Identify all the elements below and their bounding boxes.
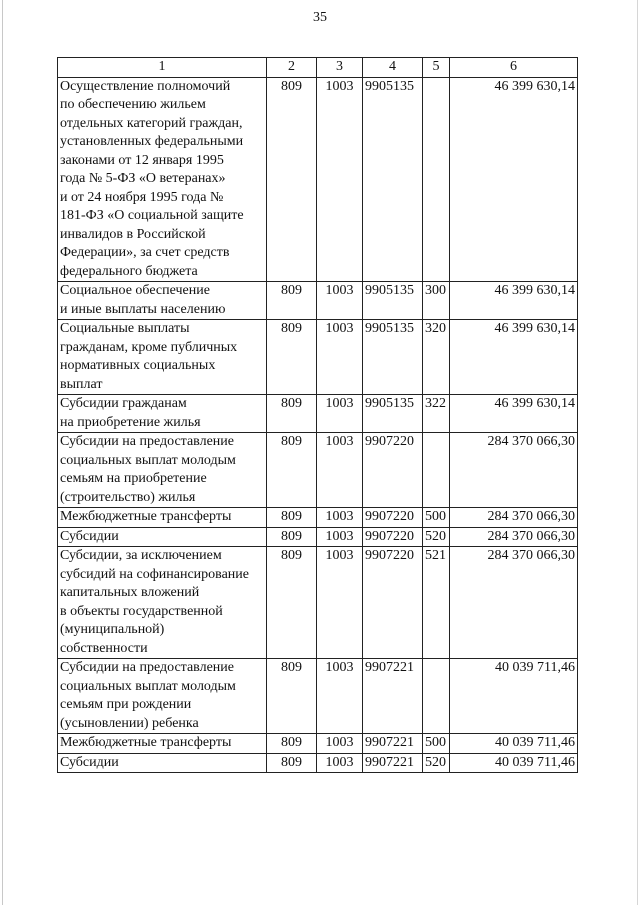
- row-name-line: нормативных социальных: [60, 358, 216, 373]
- row-name-line: и иные выплаты населению: [60, 301, 226, 317]
- row-name-line: социальных выплат молодым: [60, 452, 236, 468]
- header-cell: 6: [450, 58, 578, 78]
- amount-cell: 284 370 066,30: [450, 527, 578, 547]
- code-2-cell: 809: [267, 508, 317, 528]
- row-name-line: гражданам, кроме публичных: [60, 339, 238, 355]
- row-name-line: Межбюджетные трансферты: [60, 509, 232, 524]
- row-name-cell: [58, 282, 267, 320]
- code-3-cell: 1003: [317, 282, 363, 320]
- code-5-cell: 320: [423, 320, 450, 395]
- row-name-line: в объекты государственной: [60, 603, 223, 619]
- row-name-cell: [58, 659, 267, 734]
- code-2-cell: 809: [267, 734, 317, 754]
- code-5-cell: 500: [423, 734, 450, 754]
- amount-cell: 284 370 066,30: [450, 547, 578, 659]
- amount-cell: 40 039 711,46: [450, 753, 578, 773]
- code-3-cell: 1003: [317, 508, 363, 528]
- code-5-cell: 521: [423, 547, 450, 659]
- row-name-line: Осуществление полномочий: [60, 78, 231, 94]
- scan-left-edge: [2, 0, 3, 905]
- row-name-cell: [58, 395, 267, 433]
- table-row: [58, 395, 578, 433]
- row-name-line: Субсидии: [60, 528, 119, 544]
- row-name-line: выплат: [60, 376, 103, 392]
- row-name-line: законами от 12 января 1995: [60, 152, 224, 168]
- budget-table: [57, 57, 578, 773]
- header-cell: 5: [423, 58, 450, 78]
- code-3-cell: 1003: [317, 433, 363, 508]
- amount-cell: 46 399 630,14: [450, 320, 578, 395]
- code-4-cell: 9907220: [363, 547, 423, 659]
- code-3-cell: 1003: [317, 753, 363, 773]
- code-3-cell: 1003: [317, 547, 363, 659]
- table-row: [58, 77, 578, 282]
- code-4-cell: 9907221: [363, 734, 423, 754]
- header-cell: 3: [317, 58, 363, 78]
- row-name-line: семьям при рождении: [60, 697, 192, 712]
- code-3-cell: 1003: [317, 77, 363, 282]
- code-5-cell: 520: [423, 527, 450, 547]
- code-5-cell: [423, 77, 450, 282]
- code-2-cell: 809: [267, 77, 317, 282]
- row-name-line: 181-ФЗ «О социальной защите: [60, 208, 244, 223]
- code-2-cell: 809: [267, 527, 317, 547]
- row-name-line: собственности: [60, 640, 148, 656]
- amount-cell: 40 039 711,46: [450, 734, 578, 754]
- code-3-cell: 1003: [317, 734, 363, 754]
- code-5-cell: 300: [423, 282, 450, 320]
- code-4-cell: 9905135: [363, 320, 423, 395]
- amount-cell: 284 370 066,30: [450, 508, 578, 528]
- table-row: [58, 734, 578, 754]
- table-row: [58, 527, 578, 547]
- code-4-cell: 9905135: [363, 395, 423, 433]
- row-name-cell: [58, 433, 267, 508]
- row-name-cell: [58, 320, 267, 395]
- code-2-cell: 809: [267, 433, 317, 508]
- code-4-cell: 9905135: [363, 77, 423, 282]
- row-name-cell: [58, 547, 267, 659]
- code-2-cell: 809: [267, 547, 317, 659]
- code-5-cell: 500: [423, 508, 450, 528]
- row-name-line: Субсидии гражданам: [60, 396, 187, 411]
- row-name-cell: [58, 734, 267, 754]
- row-name-cell: [58, 753, 267, 773]
- code-3-cell: 1003: [317, 395, 363, 433]
- amount-cell: 46 399 630,14: [450, 77, 578, 282]
- code-4-cell: 9907221: [363, 659, 423, 734]
- header-row: [58, 58, 578, 78]
- row-name-line: социальных выплат молодым: [60, 678, 236, 694]
- amount-cell: 46 399 630,14: [450, 395, 578, 433]
- scan-right-edge: [637, 0, 638, 905]
- table-row: [58, 659, 578, 734]
- amount-cell: 40 039 711,46: [450, 659, 578, 734]
- row-name-line: Федерации», за счет средств: [60, 245, 230, 260]
- code-3-cell: 1003: [317, 320, 363, 395]
- row-name-line: Межбюджетные трансферты: [60, 735, 232, 750]
- row-name-line: отдельных категорий граждан,: [60, 115, 243, 131]
- row-name-line: установленных федеральными: [60, 134, 244, 149]
- row-name-line: субсидий на софинансирование: [60, 566, 250, 582]
- row-name-line: (усыновлении) ребенка: [60, 715, 199, 731]
- row-name-line: Субсидии, за исключением: [60, 548, 222, 563]
- code-4-cell: 9907220: [363, 508, 423, 528]
- row-name-line: и от 24 ноября 1995 года №: [60, 189, 224, 205]
- row-name-line: Субсидии на предоставление: [60, 660, 234, 675]
- row-name-line: (строительство) жилья: [60, 489, 196, 505]
- row-name-line: федерального бюджета: [60, 263, 198, 279]
- row-name-line: Социальные выплаты: [60, 321, 190, 336]
- row-name-line: (муниципальной): [60, 622, 165, 637]
- row-name-cell: [58, 527, 267, 547]
- row-name-line: Субсидии: [60, 754, 119, 770]
- code-2-cell: 809: [267, 753, 317, 773]
- table-row: [58, 547, 578, 659]
- code-5-cell: [423, 433, 450, 508]
- code-2-cell: 809: [267, 395, 317, 433]
- code-3-cell: 1003: [317, 527, 363, 547]
- row-name-line: года № 5-ФЗ «О ветеранах»: [60, 171, 226, 186]
- row-name-cell: [58, 508, 267, 528]
- code-2-cell: 809: [267, 659, 317, 734]
- header-cell: 4: [363, 58, 423, 78]
- code-2-cell: 809: [267, 320, 317, 395]
- table-row: [58, 753, 578, 773]
- amount-cell: 284 370 066,30: [450, 433, 578, 508]
- code-4-cell: 9907220: [363, 433, 423, 508]
- table-row: [58, 508, 578, 528]
- code-5-cell: [423, 659, 450, 734]
- code-4-cell: 9907220: [363, 527, 423, 547]
- header-cell: 1: [58, 58, 267, 78]
- row-name-line: семьям на приобретение: [60, 471, 207, 486]
- row-name-line: по обеспечению жильем: [60, 97, 206, 112]
- code-5-cell: 520: [423, 753, 450, 773]
- row-name-line: на приобретение жилья: [60, 414, 201, 430]
- code-2-cell: 809: [267, 282, 317, 320]
- code-5-cell: 322: [423, 395, 450, 433]
- row-name-line: капитальных вложений: [60, 585, 200, 600]
- table-row: [58, 282, 578, 320]
- code-3-cell: 1003: [317, 659, 363, 734]
- header-cell: 2: [267, 58, 317, 78]
- code-4-cell: 9907221: [363, 753, 423, 773]
- row-name-cell: [58, 77, 267, 282]
- row-name-line: Социальное обеспечение: [60, 283, 210, 298]
- page-number: 35: [313, 10, 327, 25]
- row-name-line: Субсидии на предоставление: [60, 434, 234, 449]
- row-name-line: инвалидов в Российской: [60, 226, 206, 242]
- table-row: [58, 320, 578, 395]
- code-4-cell: 9905135: [363, 282, 423, 320]
- table-row: [58, 433, 578, 508]
- amount-cell: 46 399 630,14: [450, 282, 578, 320]
